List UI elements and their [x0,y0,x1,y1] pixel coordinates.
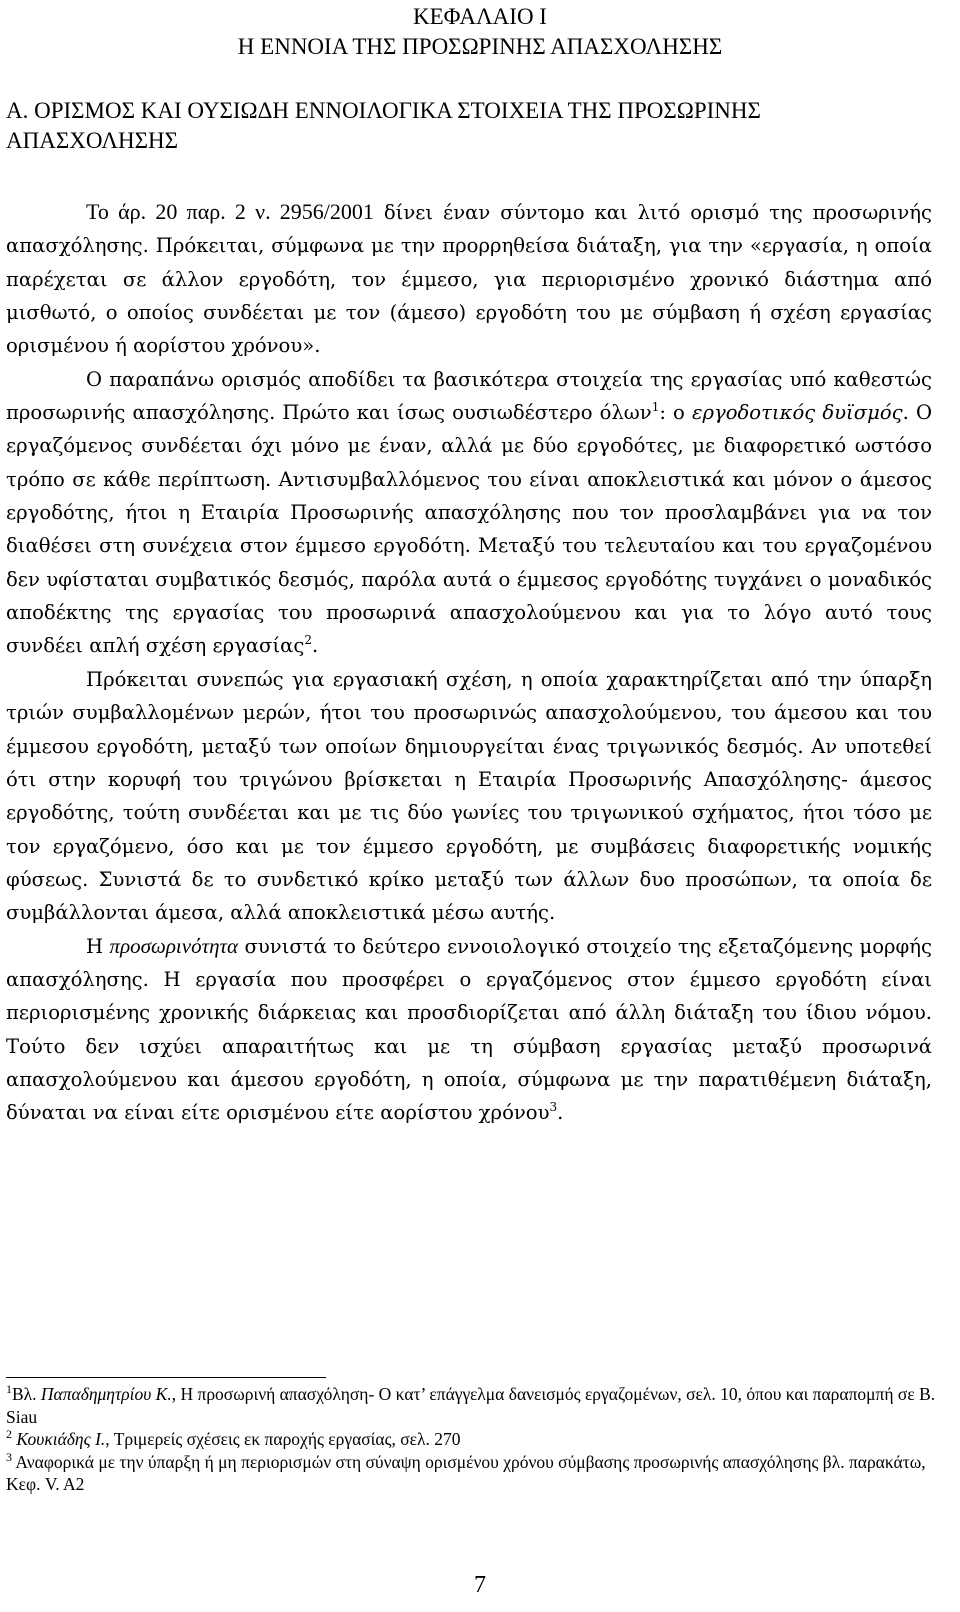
law-reference: Το άρ. 20 παρ. 2 ν. 2956/2001 [86,199,374,224]
page-number: 7 [474,1572,486,1598]
emphasis-employer-dualism: εργοδοτικός δυϊσμός [691,401,903,425]
paragraph-3: Πρόκειται συνεπώς για εργασιακή σχέση, η οποία χαρακτηρίζεται από την ύπαρξη τριών συμβαλλομένων μερών, ήτοι του προσωρινώς απασχολούμενου, του άμεσου και του έμμεσου εργοδότη, μεταξύ των οποίων δημιουργείται ένας τριγωνικός δεσμός. Αν υποτεθεί ότι στην κορυφή του τριγώνου βρίσκεται η Εταιρία Προσωρινής Απασχόλησης- άμεσος εργοδότης, τούτη συνδέεται και με τις δύο γωνίες του τριγωνικού σχήματος, ήτοι τόσο με τον εργαζόμενο, όσο και με τον έμμεσο εργοδότη, με συμβάσεις διαφορετικής νομικής φύσεως. Συνιστά δε το συνδετικό κρίκο μεταξύ των άλλων δυο προσώπων, τα οποία δε συμβάλλονται άμεσα, αλλά αποκλειστικά μέσω αυτής. [6,667,932,925]
footnote-1-author: Παπαδημητρίου Κ. [40,1384,172,1404]
footnote-2-number: 2 [6,1427,12,1441]
paragraph-2-end: . [311,634,319,658]
footnote-ref-2: 2 [304,633,312,648]
footnotes [6,1383,936,1496]
paragraph-1-text: δίνει έναν σύντομο και λιτό ορισμό της προσωρινής απασχόλησης. Πρόκειται, σύμφωνα με την προρρηθείσα διάταξη, για την «εργασία, η οποία παρέχεται σε άλλον εργοδότη, τον έμμεσο, για περιορισμένο χρονικό διάστημα από μισθωτό, ο οποίος συνδέεται με τον (άμεσο) εργοδότη του με σύμβαση ή σχέση εργασίας ορισμένου ή αορίστου χρόνου». [6,201,933,358]
paragraph-4-text-a: Η [86,934,110,958]
emphasis-temporariness: προσωρινότητα [109,933,239,958]
footnote-2-author: Κουκιάδης Ι. [16,1429,106,1449]
body-text [6,195,932,1130]
paragraph-2-text-a: Ο παραπάνω ορισμός αποδίδει τα βασικότερα στοιχεία της εργασίας υπό καθεστώς προσωρινής απασχόλησης. Πρώτο και ίσως ουσιωδέστερο όλων [6,367,932,425]
footnote-separator [6,1377,326,1378]
footnote-1-text-a: Βλ. [12,1384,41,1404]
section-heading: Α. ΟΡΙΣΜΟΣ ΚΑΙ ΟΥΣΙΩΔΗ ΕΝΝΟΙΛΟΓΙΚΑ ΣΤΟΙΧΕΙΑ ΤΗΣ ΠΡΟΣΩΡΙΝΗΣ ΑΠΑΣΧΟΛΗΣΗΣ [6,98,761,153]
paragraph-4 [6,930,932,1130]
footnote-3-number: 3 [6,1449,12,1464]
paragraph-4-end: . [557,1101,564,1125]
footnote-ref-1: 1 [651,400,660,415]
chapter-number: ΚΕΦΑΛΑΙΟ Ι [413,4,547,29]
footnote-2-text: , Τριμερείς σχέσεις εκ παροχής εργασίας, σελ. 270 [105,1429,461,1449]
footnote-3-text: Αναφορικά με την ύπαρξη ή μη περιορισμών στη σύναψη ορισμένου χρόνου σύμβασης προσωρινής απασχόλησης βλ. παρακάτω, Κεφ. V. A2 [6,1451,926,1494]
footnote-1-text-b: , Η προσωρινή απασχόληση- Ο κατ’ επάγγελμα δανεισμός εργαζομένων, σελ. 10, όπου και παραπομπή σε B. Siau [6,1384,936,1427]
paragraph-2 [6,363,932,663]
footnote-3 [6,1451,936,1496]
paragraph-2-text-c: . Ο εργαζόμενος συνδέεται όχι μόνο με έναν, αλλά με δύο εργοδότες, με διαφορετικό ωστόσο τρόπο σε κάθε περίπτωση. Αντισυμβαλλόμενος του είναι αποκλειστικά και μόνον ο άμεσος εργοδότης, ήτοι η Εταιρία Προσωρινής απασχόλησης που τον προσλαμβάνει για να τον διαθέσει στη συνέχεια στον έμμεσο εργοδότη. Μεταξύ του τελευταίου και του εργαζομένου δεν υφίσταται συμβατικός δεσμός, παρόλα αυτά ο έμμεσος εργοδότης τυγχάνει ο μοναδικός αποδέκτης της εργασίας του προσωρινά απασχολούμενου και για το λόγο αυτό τους συνδέει απλή σχέση εργασίας [6,401,933,658]
footnote-1-number: 1 [6,1382,12,1396]
paragraph-2-text-b: : ο [659,401,692,425]
footnote-2 [6,1428,936,1451]
paragraph-1 [6,195,932,363]
footnote-ref-3: 3 [549,1100,558,1115]
footnote-1 [6,1383,936,1428]
paragraph-4-text-b: συνιστά το δεύτερο εννοιολογικό στοιχείο της εξεταζόμενης μορφής απασχόλησης. Η εργασία που προσφέρει ο εργαζόμενος στον έμμεσο εργοδότη είναι περιορισμένης χρονικής διάρκειας και προσδιορίζεται από άλλη διάταξη του ίδιου νόμου. Τούτο δεν ισχύει απαραιτήτως και με τη σύμβαση εργασίας μεταξύ προσωρινά απασχολούμενου και άμεσου εργοδότη, η οποία, σύμφωνα με την παρατιθέμενη διάταξη, δύναται να είναι είτε ορισμένου είτε αορίστου χρόνου [6,934,932,1125]
chapter-title: Η ΕΝΝΟΙΑ ΤΗΣ ΠΡΟΣΩΡΙΝΗΣ ΑΠΑΣΧΟΛΗΣΗΣ [237,34,723,59]
